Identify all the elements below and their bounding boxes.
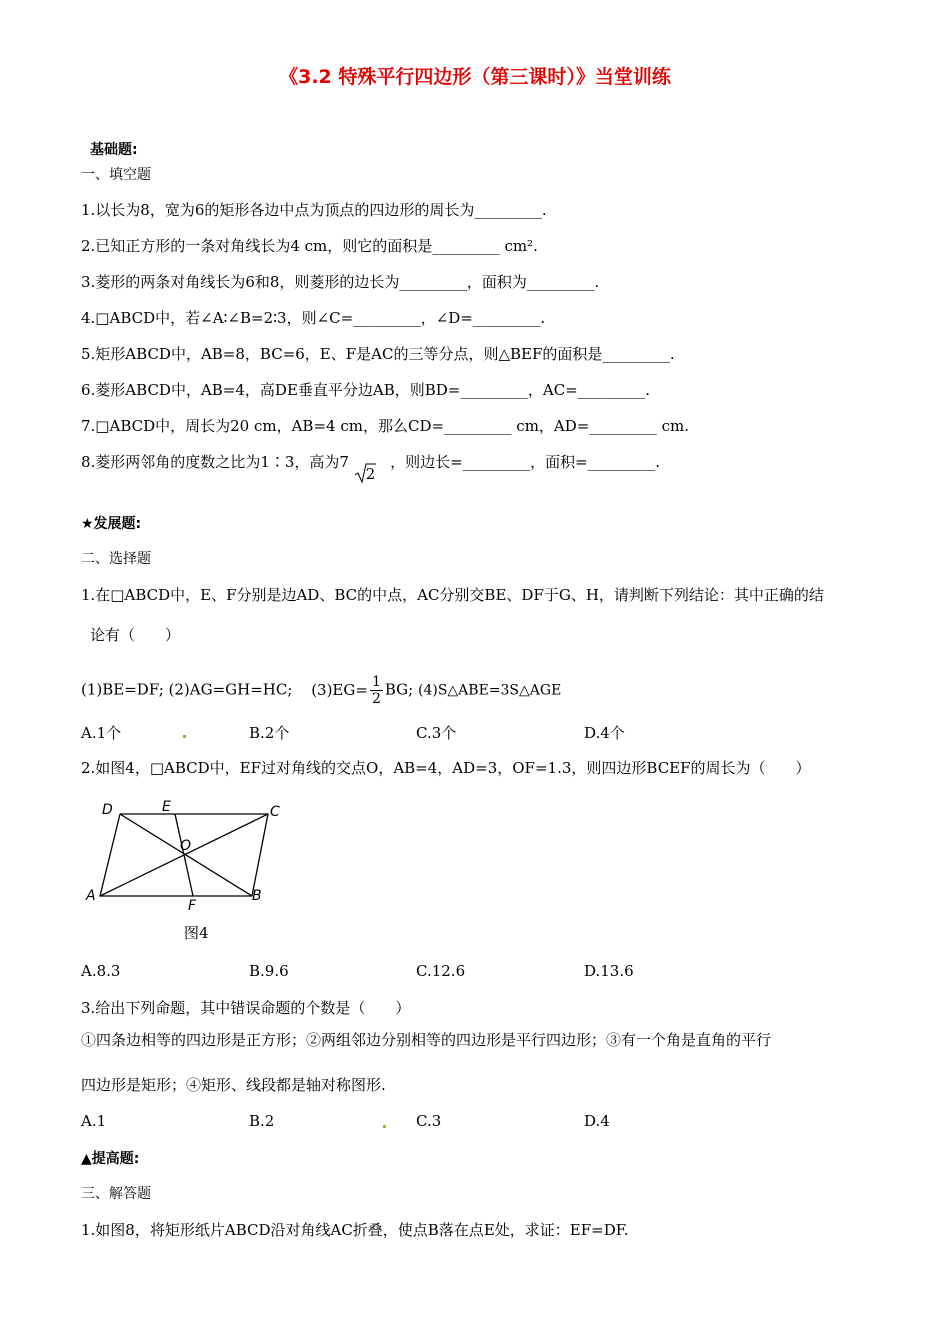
radicand: 2 xyxy=(365,465,376,483)
parallelogram-figure-4 xyxy=(80,800,300,910)
q3-option-c: C.3 xyxy=(416,1112,442,1130)
q1-option-a: A.1个 xyxy=(81,724,122,742)
q3-option-d: D.4 xyxy=(584,1112,610,1130)
label-c: C xyxy=(270,804,280,820)
fill-item-8-text-b: ，则边长=_________，面积=_________. xyxy=(390,453,660,471)
q2-option-d: D.13.6 xyxy=(584,962,634,980)
q1-option-b: B.2个 xyxy=(249,724,290,742)
choice-q1-conclusions xyxy=(81,674,561,707)
fill-item-1: 1.以长为8，宽为6的矩形各边中点为顶点的四边形的周长为_________. xyxy=(81,201,547,219)
choice-q3: 3.给出下列命题，其中错误命题的个数是（ ） xyxy=(81,999,411,1017)
fill-item-2: 2.已知正方形的一条对角线长为4 cm，则它的面积是_________ cm². xyxy=(81,237,538,255)
fraction-numerator: 1 xyxy=(371,674,381,690)
q2-option-c: C.12.6 xyxy=(416,962,466,980)
develop-section-title: 二、选择题 xyxy=(81,551,151,567)
diagonal-bd xyxy=(120,814,252,896)
q3-option-b: B.2 xyxy=(249,1112,275,1130)
choice-q2-options xyxy=(81,962,881,982)
conclusion-3-a: (3)EG= xyxy=(311,680,368,699)
choice-q3-line1: ①四条边相等的四边形是正方形；②两组邻边分别相等的四边形是平行四边形；③有一个角是直角的平行 xyxy=(81,1031,772,1049)
label-f: F xyxy=(188,898,197,910)
fill-item-3: 3.菱形的两条对角线长为6和8，则菱形的边长为_________，面积为_________. xyxy=(81,273,600,291)
proof-q1: 1.如图8，将矩形纸片ABCD沿对角线AC折叠，使点B落在点E处，求证：EF=DF. xyxy=(81,1221,629,1239)
fill-item-7: 7.□ABCD中，周长为20 cm，AB=4 cm，那么CD=_________ cm，AD=_________ cm. xyxy=(81,417,690,435)
q3-option-a: A.1 xyxy=(81,1112,107,1130)
fraction-one-half xyxy=(370,674,383,707)
advanced-section-title: 三、解答题 xyxy=(81,1186,151,1202)
fill-item-8 xyxy=(81,452,660,483)
choice-q1-line1: 1.在□ABCD中，E、F分别是边AD、BC的中点，AC分别交BE、DF于G、H，请判断下列结论：其中正确的结 xyxy=(81,586,824,604)
page-title: 《3.2 特殊平行四边形（第三课时）》当堂训练 xyxy=(279,66,671,88)
choice-q3-options xyxy=(81,1112,881,1132)
conclusion-4: (4)S△ABE=3S△AGE xyxy=(417,682,562,699)
scan-dot-mark xyxy=(183,735,186,738)
q1-option-d: D.4个 xyxy=(584,724,625,742)
develop-heading: ★发展题: xyxy=(81,516,142,532)
fraction-denominator: 2 xyxy=(371,691,381,707)
segment-ef xyxy=(175,814,193,896)
choice-q1-line2: 论有（ ） xyxy=(90,626,181,644)
q1-option-c: C.3个 xyxy=(416,724,457,742)
q2-option-a: A.8.3 xyxy=(81,962,121,980)
label-b: B xyxy=(252,888,262,904)
fill-item-5: 5.矩形ABCD中，AB=8，BC=6，E、F是AC的三等分点，则△BEF的面积是_________. xyxy=(81,345,675,363)
conclusion-1: (1)BE=DF; xyxy=(81,680,164,699)
conclusion-2: (2)AG=GH=HC; xyxy=(168,680,293,699)
advanced-heading: ▲提高题: xyxy=(81,1151,140,1167)
q2-option-b: B.9.6 xyxy=(249,962,289,980)
choice-q3-line2: 四边形是矩形；④矩形、线段都是轴对称图形. xyxy=(81,1076,386,1094)
label-d: D xyxy=(102,802,113,818)
conclusion-3-b: BG; xyxy=(384,680,414,699)
choice-q1-options xyxy=(81,722,881,742)
basic-section-title: 一、填空题 xyxy=(81,167,151,183)
choice-q2: 2.如图4，□ABCD中，EF过对角线的交点O，AB=4，AD=3，OF=1.3，则四边形BCEF的周长为（ ） xyxy=(81,759,811,777)
label-o: O xyxy=(180,838,192,854)
label-a: A xyxy=(86,888,96,904)
fill-item-4: 4.□ABCD中，若∠A∶∠B=2∶3，则∠C=_________，∠D=_________. xyxy=(81,309,546,327)
fill-item-6: 6.菱形ABCD中，AB=4，高DE垂直平分边AB，则BD=_________，AC=_________. xyxy=(81,381,651,399)
fill-item-8-text-a: 8.菱形两邻角的度数之比为1∶3，高为7 xyxy=(81,453,349,471)
basic-heading: 基础题: xyxy=(90,142,138,158)
sqrt-expression xyxy=(354,462,386,484)
scan-dot-mark-2 xyxy=(383,1125,386,1128)
label-e: E xyxy=(162,800,171,815)
figure-4-caption: 图4 xyxy=(184,924,209,942)
